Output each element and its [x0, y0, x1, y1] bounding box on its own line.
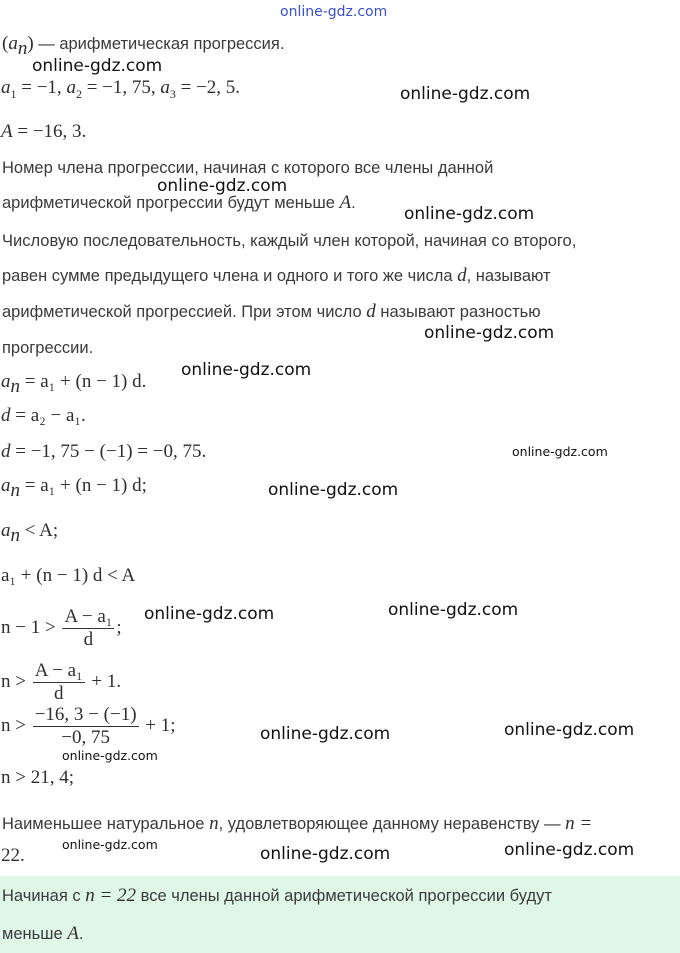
f8-left: n >	[1, 670, 26, 692]
math-an: $(a_n)$	[2, 33, 34, 59]
answer-line-1	[2, 886, 552, 906]
formula-inequality-1: $a_n < A$;	[1, 520, 59, 546]
watermark: online-gdz.com	[260, 724, 391, 744]
question-line-1: Номер члена прогрессии, начиная с которого все члены данной	[2, 159, 494, 177]
f7-denominator: d	[83, 629, 94, 650]
conclusion-text-a: Наименьшее натуральное	[2, 815, 205, 833]
f9-numerator: −16, 3 − (−1)	[34, 704, 137, 725]
formula-2-text: = a₂ − a₁.	[15, 405, 86, 426]
theory-line-3: арифметической прогрессией. При этом число d называют разностью	[2, 301, 541, 322]
conclusion-line-1: Наименьшее натуральное n, удовлетворяющее данному неравенству — n =	[2, 813, 593, 834]
formula-inequality-4	[1, 660, 121, 705]
formula-4-text: = a₁ + (n − 1) d;	[24, 475, 147, 496]
f8-numerator: A − a₁	[34, 660, 83, 681]
watermark: online-gdz.com	[260, 844, 391, 864]
formula-5-text: < A;	[24, 520, 59, 541]
watermark: online-gdz.com	[181, 360, 312, 380]
answer-text-a: Начиная с	[2, 887, 81, 905]
definition-text: — арифметическая прогрессия.	[33, 35, 285, 53]
theory-text-a: равен сумме предыдущего члена и одного и того же числа	[2, 267, 453, 285]
fraction-2	[33, 660, 85, 705]
theory-text-d: называют разностью	[380, 303, 541, 321]
watermark: online-gdz.com	[404, 204, 535, 224]
formula-inequality-2: a₁ + (n − 1) d < A	[1, 565, 136, 586]
given-A-line: A = −16, 3.	[1, 121, 87, 142]
watermark: online-gdz.com	[400, 84, 531, 104]
watermark: online-gdz.com	[388, 600, 519, 620]
theory-text-b: , называют	[466, 267, 551, 285]
watermark: online-gdz.com	[504, 720, 635, 740]
watermark: online-gdz.com	[504, 840, 635, 860]
watermark: online-gdz.com	[144, 604, 275, 624]
watermark: online-gdz.com	[512, 444, 608, 459]
theory-text-c: арифметической прогрессией. При этом число	[2, 303, 362, 321]
answer-text-c: меньше	[2, 925, 63, 943]
f7-left: n − 1 >	[1, 616, 56, 638]
answer-line-2: меньше A.	[2, 923, 84, 944]
formula-3-text: = −1, 75 − (−1) = −0, 75.	[15, 441, 207, 462]
f9-denominator: −0, 75	[61, 727, 110, 748]
f8-right: + 1.	[91, 670, 122, 692]
given-terms-line: $a_1 = -1$, $a_2 = -1$, 75, $a_3 = -2$, 5.	[1, 77, 241, 101]
top-watermark: online-gdz.com	[280, 4, 388, 20]
watermark: online-gdz.com	[424, 323, 555, 343]
conclusion-text-b: , удовлетворяющее данному неравенству —	[218, 815, 561, 833]
formula-inequality-3: n − 1 > $\frac{\text{A − a₁}}{d}$ ;	[1, 606, 122, 650]
watermark: online-gdz.com	[157, 176, 288, 196]
formula-1-text: = a₁ + (n − 1) d.	[24, 371, 147, 392]
watermark: online-gdz.com	[268, 480, 399, 500]
f7-numerator: A − a₁	[64, 606, 113, 627]
formula-difference: d = a₂ − a₁.	[1, 405, 86, 426]
answer-math: n = 22	[85, 885, 137, 906]
formula-result: n > 21, 4;	[1, 767, 74, 788]
A-value: = −16, 3.	[17, 121, 87, 142]
theory-line-1: Числовую последовательность, каждый член которой, начиная со второго,	[2, 232, 577, 250]
theory-line-2: равен сумме предыдущего члена и одного и того же числа d, называют	[2, 265, 551, 286]
watermark: online-gdz.com	[62, 837, 158, 852]
question-line-2: арифметической прогрессии будут меньше A.	[2, 192, 356, 213]
conclusion-line-2: 22.	[1, 845, 25, 866]
formula-difference-value: d = −1, 75 − (−1) = −0, 75.	[1, 441, 207, 462]
question-text: арифметической прогрессии будут меньше	[2, 194, 335, 212]
watermark: online-gdz.com	[62, 748, 158, 763]
a1-value: = −1,	[21, 77, 67, 98]
formula-nth-term: $a_n = a_1 + (n - 1)$ d.	[1, 371, 147, 397]
f9-left: n >	[1, 714, 26, 736]
conclusion-math: n =	[565, 813, 593, 834]
f9-right: + 1;	[145, 714, 176, 736]
formula-nth-term-2: $a_n = a_1 + (n - 1)$ d;	[1, 475, 147, 501]
fraction-1	[62, 606, 114, 651]
answer-box	[0, 876, 680, 953]
watermark: online-gdz.com	[32, 56, 163, 76]
answer-text-b: все члены данной арифметической прогрессии будут	[140, 887, 552, 905]
a3-value: = −2, 5.	[180, 77, 241, 98]
theory-line-4: прогрессии.	[2, 339, 94, 357]
a2-value: = −1, 75,	[86, 77, 161, 98]
f8-denominator: d	[53, 683, 64, 704]
formula-inequality-5	[1, 704, 176, 749]
fraction-3	[33, 704, 139, 749]
